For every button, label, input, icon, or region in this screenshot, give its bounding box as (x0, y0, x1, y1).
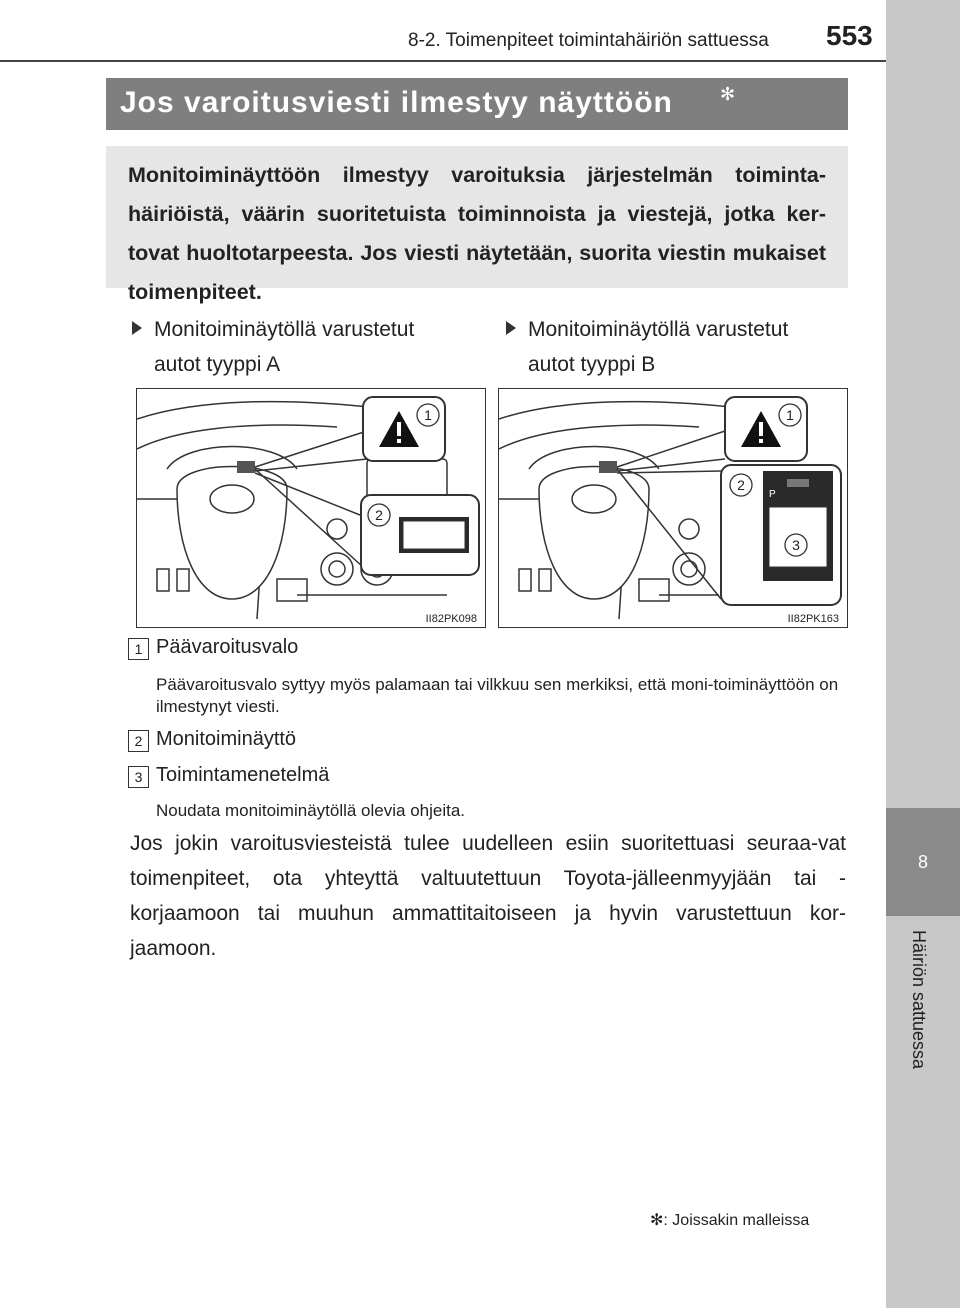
column-heading-type-b (506, 312, 788, 382)
callout-1: 1 (786, 407, 794, 423)
item-title-multi-display: Monitoiminäyttö (156, 728, 297, 750)
callout-1: 1 (424, 407, 432, 423)
dashboard-figure-type-a (136, 388, 486, 628)
callout-3: 3 (792, 537, 800, 553)
chapter-number-box (886, 808, 960, 916)
section-title: 8-2. Toimenpiteet toimintahäiriön sattuessa (408, 30, 769, 51)
dashboard-illustration-a (137, 389, 485, 627)
display-letter: P (769, 489, 776, 500)
item-description: Noudata monitoiminäytöllä olevia ohjeita. (156, 801, 466, 820)
footnote-text: : Joissakin malleissa (663, 1212, 810, 1229)
footnote (650, 1210, 809, 1230)
item-title-master-warning: Päävaroitusvalo (156, 636, 299, 658)
item-description: Päävaroitusvalo syttyy myös palamaan tai vilkkuu sen merkiksi, että moni-toiminäyttöön on ilmestynyt viesti. (156, 675, 839, 716)
chapter-number: 8 (917, 852, 928, 872)
column-heading-line1: Monitoiminäytöllä varustetut (528, 318, 789, 341)
figure-code: II82PK163 (787, 613, 839, 625)
intro-text: Monitoiminäyttöön ilmestyy varoituksia järjestelmän toiminta-häiriöistä, väärin suoritetuista toiminnoista ja viestejä, jotka ker-tovat huoltotarpeesta. Jos viesti näytetään, suorita viestin mukaiset toimenpiteet. (128, 163, 826, 304)
page-header (0, 0, 886, 62)
item-number: 3 (128, 766, 149, 788)
section-heading (106, 78, 848, 130)
dashboard-illustration-b (499, 389, 847, 627)
item-title-procedure: Toimintamenetelmä (156, 764, 330, 786)
triangle-bullet-icon (506, 321, 516, 335)
header-divider (0, 60, 886, 62)
triangle-bullet-icon (132, 321, 142, 335)
body-paragraph: Jos jokin varoitusviesteistä tulee uudelleen esiin suoritettuasi seuraa-vat toimenpiteet, ota yhteyttä valtuutettuun Toyota-jälleenmyyjään tai -korjaamoon tai muuhun ammattitaitoiseen ja hyvin varustettuun kor-jaamoon. (130, 832, 846, 960)
footnote-asterisk-icon: ✻ (650, 1212, 664, 1229)
callout-2: 2 (375, 507, 383, 523)
column-heading-line2: autot tyyppi B (528, 353, 656, 376)
footnote-asterisk-icon: ✻ (720, 84, 736, 104)
heading-text: Jos varoitusviesti ilmestyy näyttöön (120, 86, 673, 119)
figure-code: II82PK098 (425, 613, 477, 625)
item-number: 1 (128, 638, 149, 660)
column-heading-line2: autot tyyppi A (154, 353, 281, 376)
page-number: 553 (826, 20, 873, 51)
chapter-label: Häiriön sattuessa (909, 930, 929, 1070)
chapter-side-tab (886, 0, 960, 1308)
callout-2: 2 (737, 477, 745, 493)
column-heading-line1: Monitoiminäytöllä varustetut (154, 318, 415, 341)
column-heading-type-a (132, 312, 414, 382)
item-number: 2 (128, 730, 149, 752)
intro-box (106, 146, 848, 304)
dashboard-figure-type-b (498, 388, 848, 628)
